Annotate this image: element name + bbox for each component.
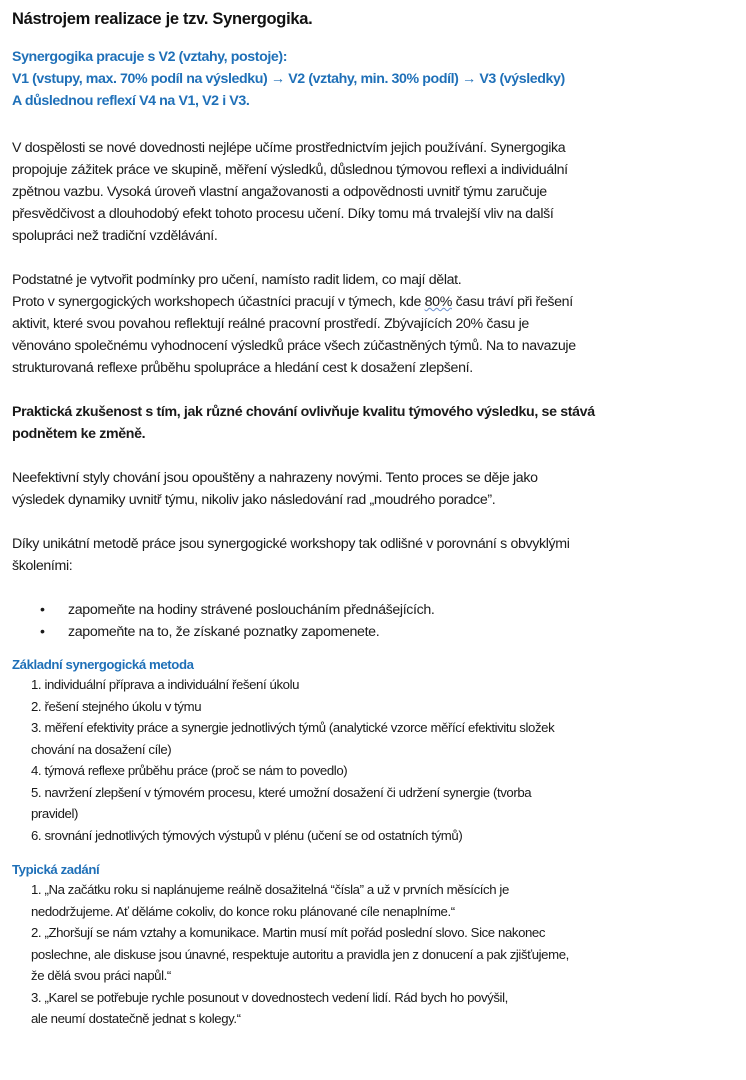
- document-title: Nástrojem realizace je tzv. Synergogika.: [12, 10, 313, 28]
- bullet-icon: •: [40, 624, 45, 640]
- method-line: 5. navržení zlepšení v týmovém procesu, které umožní dosažení či udržení synergie (tvorba: [31, 784, 532, 800]
- spellcheck-marked-text[interactable]: 80%: [424, 294, 452, 310]
- paragraph-line: propojuje zážitek práce ve skupině, měření výsledků, důslednou týmovou reflexi a individuální: [12, 162, 568, 178]
- paragraph-line: výsledek dynamiky uvnitř týmu, nikoliv jako následování rad „moudrého poradce”.: [12, 492, 496, 508]
- paragraph-line: zpětnou vazbu. Vysoká úroveň vlastní angažovanosti a odpovědnosti uvnitř týmu zaručuje: [12, 184, 547, 200]
- method-line: 4. týmová reflexe průběhu práce (proč se nám to povedlo): [31, 763, 348, 778]
- method-line: 6. srovnání jednotlivých týmových výstupů v plénu (učení se od ostatních týmů): [31, 827, 463, 843]
- bullet-list: [12, 599, 740, 643]
- tasks-heading: Typická zadání: [12, 862, 100, 877]
- bullet-item: [12, 621, 740, 643]
- paragraph-line: Neefektivní styly chování jsou opouštěny a nahrazeny novými. Tento proces se děje jako: [12, 470, 538, 486]
- paragraph-line: věnováno společnému vyhodnocení výsledků práce všech zúčastněných týmů. Na to navazuje: [12, 338, 576, 354]
- intro-line: A důslednou reflexí V4 na V1, V2 i V3.: [12, 93, 250, 109]
- paragraph-2: [12, 269, 740, 379]
- method-line: chování na dosažení cíle): [31, 741, 172, 757]
- paragraph-line: Díky unikátní metodě práce jsou synergogické workshopy tak odlišné v porovnání s obvyklými: [12, 536, 570, 552]
- bullet-icon: •: [40, 602, 45, 618]
- task-line: poslechne, ale diskuse jsou únavné, respektuje autoritu a pravidla jen z donucení a pak zjišťujeme,: [31, 946, 569, 962]
- paragraph-line: aktivit, které svou povahou reflektují reálné pracovní prostředí. Zbývajících 20% času je: [12, 316, 529, 332]
- paragraph-line: spolupráci než tradiční vzdělávání.: [12, 228, 218, 244]
- paragraph-line: V dospělosti se nové dovednosti nejlépe učíme prostřednictvím jejich používání. Synergogika: [12, 140, 566, 156]
- task-line: 2. „Zhoršují se nám vztahy a komunikace. Martin musí mít pořád poslední slovo. Sice nakonec: [31, 925, 546, 940]
- bullet-text: zapomeňte na to, že získané poznatky zapomenete.: [68, 624, 380, 640]
- method-line: 2. řešení stejného úkolu v týmu: [31, 698, 202, 714]
- document-page: [12, 6, 740, 1030]
- method-line: pravidel): [31, 806, 78, 821]
- intro-blue-block: [12, 46, 740, 112]
- text-run: času tráví při řešení: [451, 294, 573, 310]
- method-line: 3. měření efektivity práce a synergie jednotlivých týmů (analytické vzorce měřící efektivitu složek: [31, 720, 555, 735]
- bold-line: Praktická zkušenost s tím, jak různé chování ovlivňuje kvalitu týmového výsledku, se stává: [12, 404, 595, 420]
- task-line: ale neumí dostatečně jednat s kolegy.“: [31, 1011, 241, 1026]
- bullet-item: [12, 599, 740, 621]
- paragraph-line: přesvědčivost a dlouhodobý efekt tohoto procesu učení. Díky tomu má trvalejší vliv na další: [12, 206, 554, 222]
- paragraph-3: [12, 467, 740, 511]
- method-section: [12, 655, 740, 846]
- method-line: 1. individuální příprava a individuální řešení úkolu: [31, 677, 300, 692]
- task-line: nedodržujeme. Ať děláme cokoliv, do konce roku plánované cíle nenaplníme.“: [31, 903, 455, 919]
- task-line: že dělá svou práci napůl.“: [31, 968, 171, 983]
- paragraph-line: [12, 291, 740, 313]
- paragraph-line: školeními:: [12, 558, 73, 574]
- method-heading: Základní synergogická metoda: [12, 657, 194, 672]
- paragraph-line: Podstatné je vytvořit podmínky pro učení, namísto radit lidem, co mají dělat.: [12, 272, 462, 288]
- paragraph-4: [12, 533, 740, 577]
- task-line: 1. „Na začátku roku si naplánujeme reálně dosažitelná “čísla” a už v prvních měsících je: [31, 882, 509, 897]
- bold-line: podnětem ke změně.: [12, 426, 146, 442]
- intro-line: V1 (vstupy, max. 70% podíl na výsledku) → V2 (vztahy, min. 30% podíl) → V3 (výsledky): [12, 71, 565, 87]
- intro-line: Synergogika pracuje s V2 (vztahy, postoje):: [12, 49, 288, 65]
- paragraph-1: [12, 137, 740, 247]
- text-run: Proto v synergogických workshopech účastníci pracují v týmech, kde: [12, 294, 425, 310]
- paragraph-line: strukturovaná reflexe průběhu spolupráce a hledání cest k dosažení zlepšení.: [12, 360, 473, 376]
- bullet-text: zapomeňte na hodiny strávené posloucháním přednášejících.: [68, 602, 435, 618]
- bold-statement: [12, 401, 740, 445]
- tasks-section: [12, 860, 740, 1030]
- task-line: 3. „Karel se potřebuje rychle posunout v dovednostech vedení lidí. Rád bych ho povýšil,: [31, 989, 508, 1005]
